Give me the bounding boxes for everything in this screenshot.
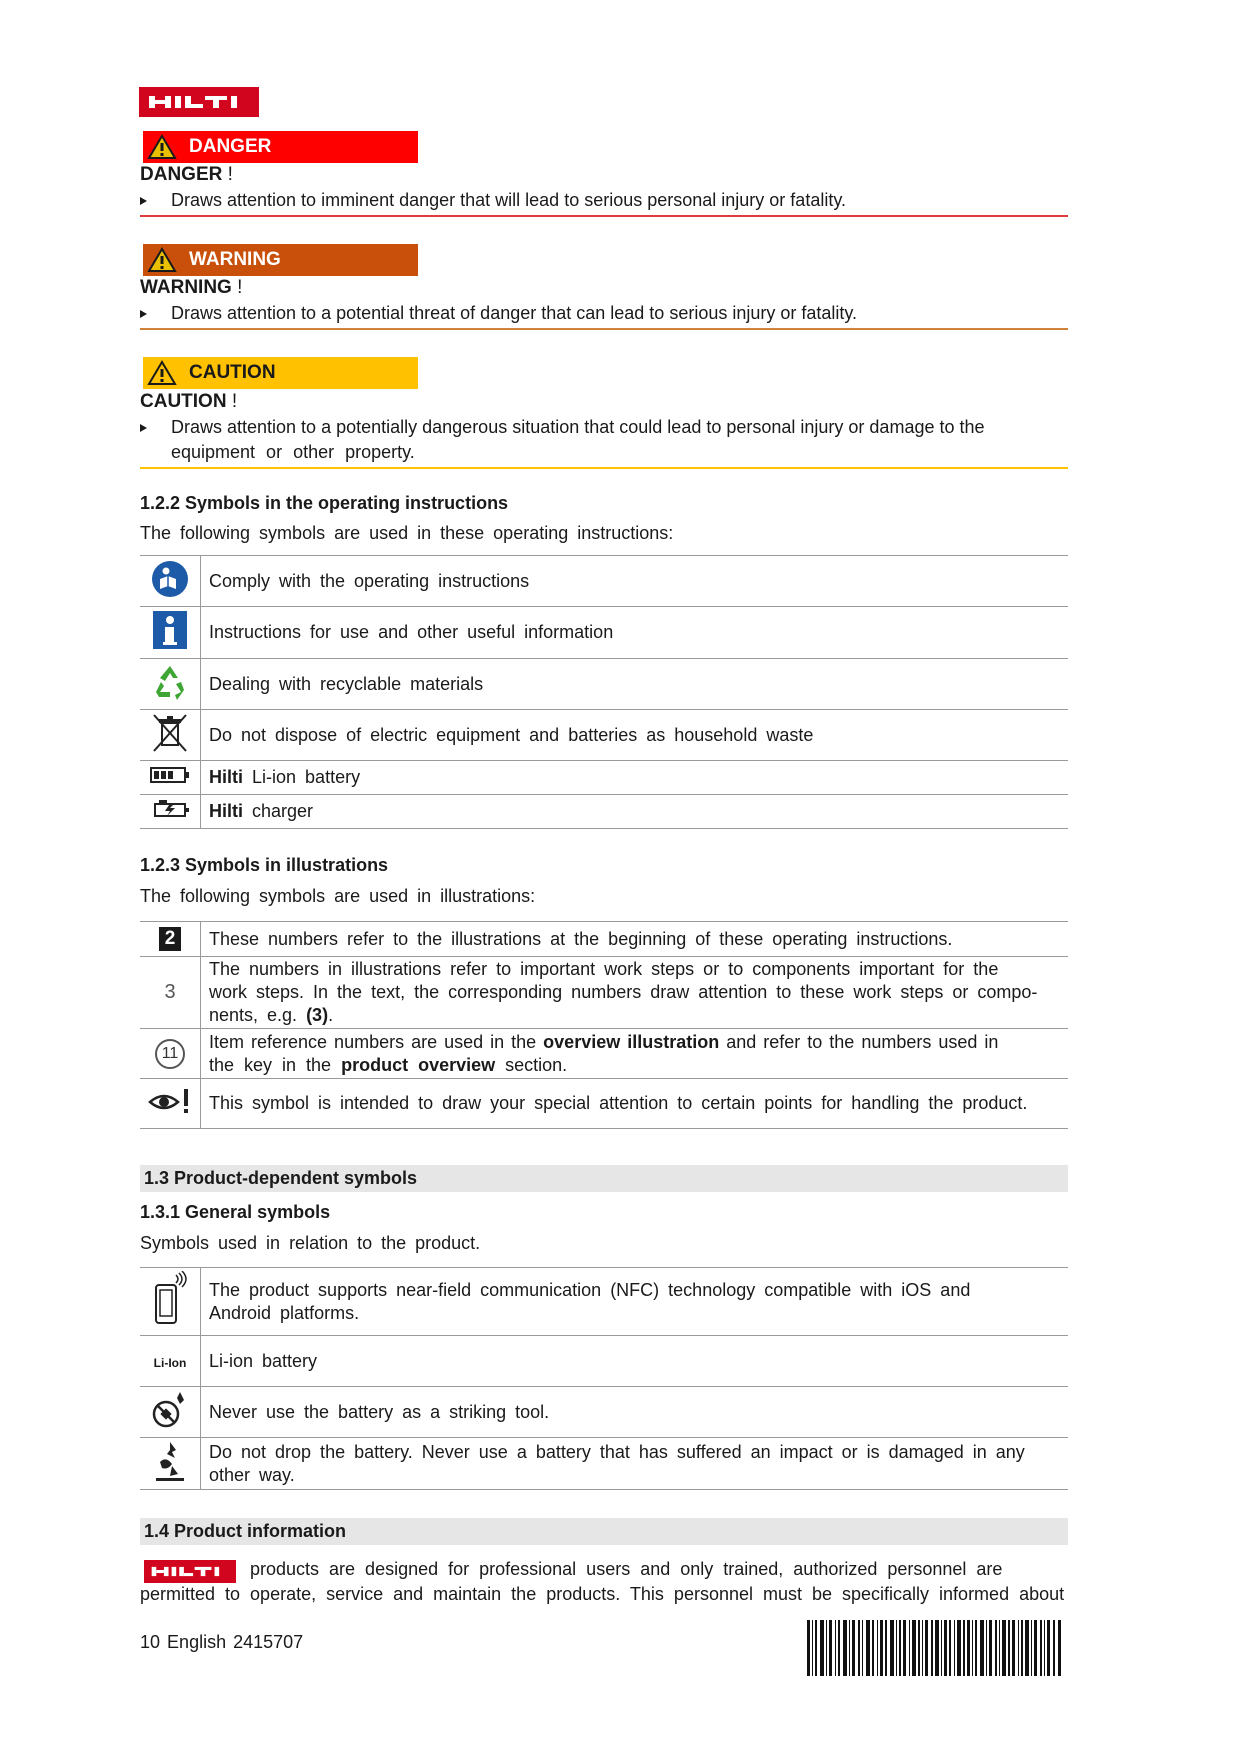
danger-label: DANGER <box>189 136 272 157</box>
table-row <box>140 556 1068 607</box>
section-banner-1-3: 1.3 Product-dependent symbols <box>140 1165 1068 1192</box>
page-number: 10 <box>140 1632 161 1652</box>
symbol-description: Instructions for use and other useful information <box>201 607 1069 659</box>
warning-triangle-icon <box>147 360 177 386</box>
symbol-description: Hilti Li-ion battery <box>201 761 1069 795</box>
no-strike-icon <box>150 1390 190 1430</box>
barcode <box>807 1620 1061 1676</box>
table-row <box>140 761 1068 795</box>
symbol-description: Comply with the operating instructions <box>201 556 1069 607</box>
caution-description: Draws attention to a potentially dangerous situation that could lead to personal injury or damage to the equipment or other property. <box>140 415 1070 465</box>
language: English <box>167 1632 227 1652</box>
symbol-description: Hilti charger <box>201 795 1069 829</box>
symbols-table-illustrations <box>140 921 1068 1129</box>
battery-icon <box>150 766 190 784</box>
section-heading-1-3-1: 1.3.1 General symbols <box>140 1202 331 1222</box>
caution-label-bar <box>143 357 418 389</box>
warning-rule <box>140 328 1068 330</box>
product-info-line2: permitted to operate, service and maintain the products. This personnel must be specifically informed about <box>140 1584 1065 1604</box>
hilti-logo <box>139 87 259 117</box>
danger-label-bar <box>143 131 418 163</box>
symbol-description: This symbol is intended to draw your special attention to certain points for handling the product. <box>201 1079 1069 1129</box>
symbols-table-instructions <box>140 555 1068 829</box>
warning-triangle-icon <box>147 247 177 273</box>
table-row <box>140 710 1068 761</box>
no-drop-icon <box>152 1440 188 1482</box>
table-row <box>140 1336 1068 1387</box>
doc-number: 2415707 <box>233 1632 304 1652</box>
section-intro-1-3-1: Symbols used in relation to the product. <box>140 1233 481 1253</box>
symbol-description: The product supports near-field communication (NFC) technology compatible with iOS and Android platforms. <box>201 1268 1069 1336</box>
hilti-inline-logo <box>140 1560 240 1583</box>
charger-icon <box>149 798 191 820</box>
step-number: 3 <box>164 981 176 1003</box>
symbol-description: Item reference numbers are used in the overview illustration and refer to the numbers used in the key in the product overview section. <box>201 1029 1069 1079</box>
symbol-description: Do not dispose of electric equipment and batteries as household waste <box>201 710 1069 761</box>
nfc-phone-icon <box>150 1271 190 1327</box>
illustration-number-badge: 2 <box>159 927 181 951</box>
danger-rule <box>140 215 1068 217</box>
page-footer <box>140 1632 303 1653</box>
danger-description: Draws attention to imminent danger that will lead to serious personal injury or fatality. <box>140 188 1070 213</box>
symbol-description: Never use the battery as a striking tool. <box>201 1387 1069 1438</box>
warning-title: WARNING ! <box>140 277 243 298</box>
table-row <box>140 957 1068 1029</box>
warning-description: Draws attention to a potential threat of danger that can lead to serious injury or fatality. <box>140 301 1070 326</box>
section-banner-1-4: 1.4 Product information <box>140 1518 1068 1545</box>
table-row <box>140 1029 1068 1079</box>
symbols-table-product <box>140 1267 1068 1490</box>
caution-title: CAUTION ! <box>140 391 238 412</box>
table-row <box>140 1268 1068 1336</box>
manual-book-icon <box>150 559 190 599</box>
symbol-description: These numbers refer to the illustrations at the beginning of these operating instructions. <box>201 922 1069 957</box>
recycle-icon <box>150 662 190 702</box>
table-row <box>140 795 1068 829</box>
caution-label: CAUTION <box>189 362 276 383</box>
item-reference-number: 11 <box>155 1039 185 1069</box>
section-intro-1-2-2: The following symbols are used in these operating instructions: <box>140 523 674 543</box>
section-intro-1-2-3: The following symbols are used in illustrations: <box>140 886 536 906</box>
warning-label: WARNING <box>189 249 281 270</box>
symbol-description: Dealing with recyclable materials <box>201 659 1069 710</box>
eye-attention-icon <box>148 1087 192 1115</box>
caution-rule <box>140 467 1068 469</box>
li-ion-label: Li-Ion <box>153 1355 187 1370</box>
symbol-description: Li-ion battery <box>201 1336 1069 1387</box>
table-row <box>140 1387 1068 1438</box>
table-row <box>140 607 1068 659</box>
table-row <box>140 922 1068 957</box>
symbol-description: The numbers in illustrations refer to important work steps or to components important for the work steps. In the text, the corresponding numbers draw attention to these work steps or compo- nents, e.g. (3). <box>201 957 1069 1029</box>
danger-title: DANGER ! <box>140 164 233 185</box>
section-heading-1-2-2: 1.2.2 Symbols in the operating instructions <box>140 493 509 513</box>
info-icon <box>151 610 189 650</box>
warning-triangle-icon <box>147 134 177 160</box>
crossed-bin-icon <box>150 711 190 755</box>
table-row <box>140 1438 1068 1490</box>
table-row <box>140 659 1068 710</box>
warning-label-bar <box>143 244 418 276</box>
symbol-description: Do not drop the battery. Never use a battery that has suffered an impact or is damaged in any other way. <box>201 1438 1069 1490</box>
product-info-line1: products are designed for professional users and only trained, authorized personnel are <box>250 1559 1003 1579</box>
table-row <box>140 1079 1068 1129</box>
section-heading-1-2-3: 1.2.3 Symbols in illustrations <box>140 855 389 875</box>
